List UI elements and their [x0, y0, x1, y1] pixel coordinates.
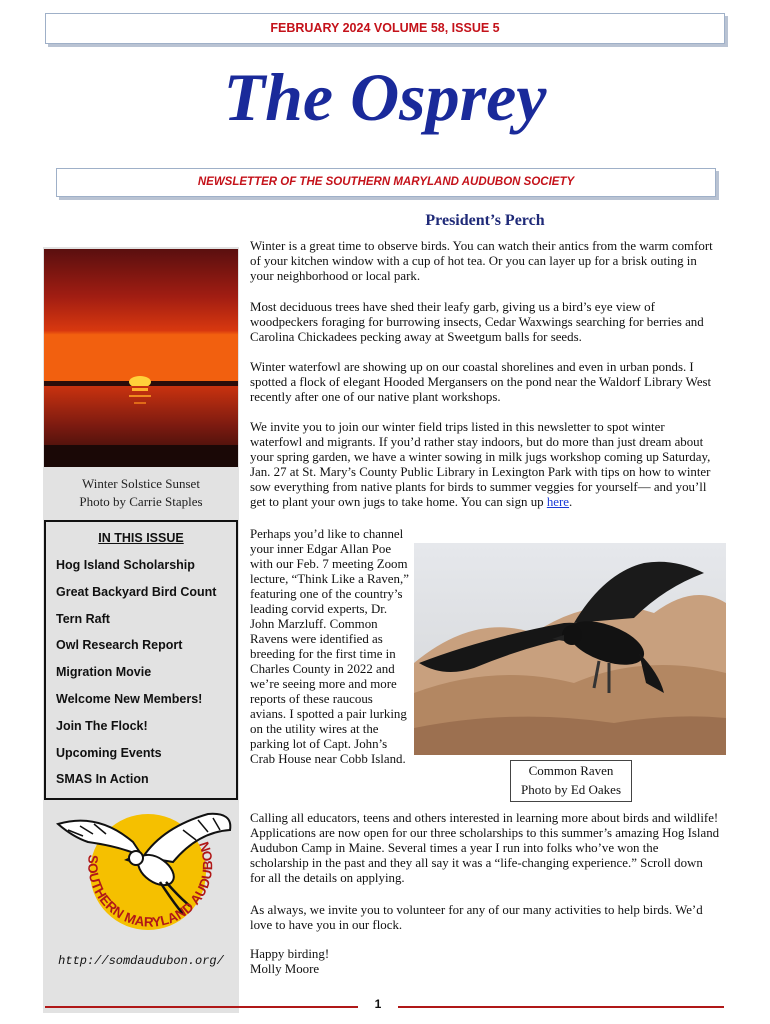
- footer-rule-left: [45, 1006, 358, 1008]
- sunset-caption-title: Winter Solstice Sunset: [82, 476, 200, 491]
- article-paragraph-6: [250, 811, 720, 886]
- sunset-caption-credit: Photo by Carrie Staples: [79, 494, 203, 509]
- issue-item-join-flock[interactable]: Join The Flock!: [56, 718, 148, 733]
- raven-caption-title: Common Raven: [528, 763, 614, 778]
- paragraph-text: As always, we invite you to volunteer for any of our many activities to help birds. We’d love to have you in our flock.: [250, 903, 703, 932]
- issue-line: FEBRUARY 2024 VOLUME 58, ISSUE 5: [270, 21, 500, 35]
- article-paragraph-2: [250, 300, 720, 345]
- sidebar: [43, 247, 239, 1013]
- article-paragraph-1: [250, 239, 720, 284]
- paragraph-text: Winter waterfowl are showing up on our coastal shorelines and even in urban ponds. I spotted a flock of elegant Hooded Mergansers on the pond near the Waldorf Library West recently after one of our native plant workshops.: [250, 360, 712, 404]
- page-number: 1: [374, 997, 382, 1011]
- paragraph-text: Calling all educators, teens and others interested in learning more about birds and wildlife! Applications are now open for our three scholarships to this summer’s amazing Hog Island Audubon Camp in Maine. Several times a year I run into folks who’ve won the scholarship in the past and they all say it was a “life-changing experience.” Scroll down for all the details on applying.: [250, 811, 720, 885]
- paragraph-text: Winter is a great time to observe birds. You can watch their antics from the warm comfort of your kitchen window with a cup of hot tea. Or you can layer up for a brisk outing in your neighborhood or local park.: [250, 239, 713, 283]
- article-paragraph-5: [250, 527, 410, 767]
- article-paragraph-4: [250, 420, 720, 510]
- raven-caption-credit: Photo by Ed Oakes: [520, 782, 622, 797]
- issue-item-smas-in-action[interactable]: SMAS In Action: [56, 772, 149, 787]
- paragraph-4-end: .: [569, 495, 573, 509]
- sunset-caption: [43, 475, 239, 511]
- issue-item-tern-raft[interactable]: Tern Raft: [56, 611, 110, 626]
- raven-photo: [414, 543, 726, 755]
- newsletter-subtitle: NEWSLETTER OF THE SOUTHERN MARYLAND AUDUBON SOCIETY: [197, 176, 575, 188]
- article-title: President’s Perch: [425, 212, 545, 229]
- website-link[interactable]: http://somdaudubon.org/: [58, 954, 224, 968]
- issue-item-owl-research[interactable]: Owl Research Report: [56, 638, 183, 653]
- footer-rule-right: [398, 1006, 724, 1008]
- issue-item-hog-island[interactable]: Hog Island Scholarship: [56, 558, 195, 572]
- paragraph-text: [250, 420, 720, 510]
- paragraph-text: Perhaps you’d like to channel your inner Edgar Allan Poe with our Feb. 7 meeting Zoom lecture, “Think Like a Raven,” featuring one of the country’s leading corvid experts, Dr. John Marzluff. Common Ravens were identified as breeding for the first time in Charles County in 2022 and we’re seeing more and more reports of these raucous avians. I spotted a pair lurking on the utility wires at the parking lot of Capt. John’s Crab House near Cobb Island.: [250, 527, 409, 766]
- author-name: Molly Moore: [250, 962, 320, 976]
- article-paragraph-7: [250, 903, 720, 933]
- signoff-text: Happy birding!: [250, 947, 330, 961]
- article-signoff: [250, 947, 720, 977]
- in-this-issue-list: [46, 557, 236, 798]
- raven-caption: [510, 760, 632, 802]
- issue-item-upcoming-events[interactable]: Upcoming Events: [56, 745, 162, 760]
- article-paragraph-3: [250, 360, 720, 405]
- logo-arc-text: SOUTHERN MARYLAND AUDUBON: [85, 839, 216, 930]
- signup-link[interactable]: here: [546, 495, 570, 509]
- paragraph-text: Most deciduous trees have shed their leafy garb, giving us a bird’s eye view of woodpeckers foraging for burrowing insects, Cedar Waxwings searching for berries and Carolina Chickadees pecking away at Sweetgum balls for seeds.: [250, 300, 704, 344]
- audubon-logo: [48, 802, 238, 952]
- in-this-issue-box: [44, 520, 238, 800]
- issue-item-bird-count[interactable]: Great Backyard Bird Count: [56, 584, 217, 599]
- newsletter-title: The Osprey: [223, 59, 547, 135]
- issue-item-welcome-members[interactable]: Welcome New Members!: [56, 691, 203, 706]
- issue-item-migration-movie[interactable]: Migration Movie: [56, 665, 152, 680]
- in-this-issue-title: IN THIS ISSUE: [98, 531, 184, 545]
- subtitle-banner: [56, 168, 716, 197]
- issue-banner: [45, 13, 725, 44]
- sunset-photo: [44, 249, 238, 467]
- paragraph-4-text: We invite you to join our winter field trips listed in this newsletter to spot winter waterfowl and migrants. If you’d rather stay indoors, but do more than just dream about your spring garden, we have a winter sowing in milk jugs workshop coming up Saturday, Jan. 27 at St. Mary’s County Public Library in Lexington Park with tips on how to winter sow everything from native plants for birds to summer veggies for yourself— and you’ll get to plant your own jugs to take home. You can sign up: [250, 420, 711, 509]
